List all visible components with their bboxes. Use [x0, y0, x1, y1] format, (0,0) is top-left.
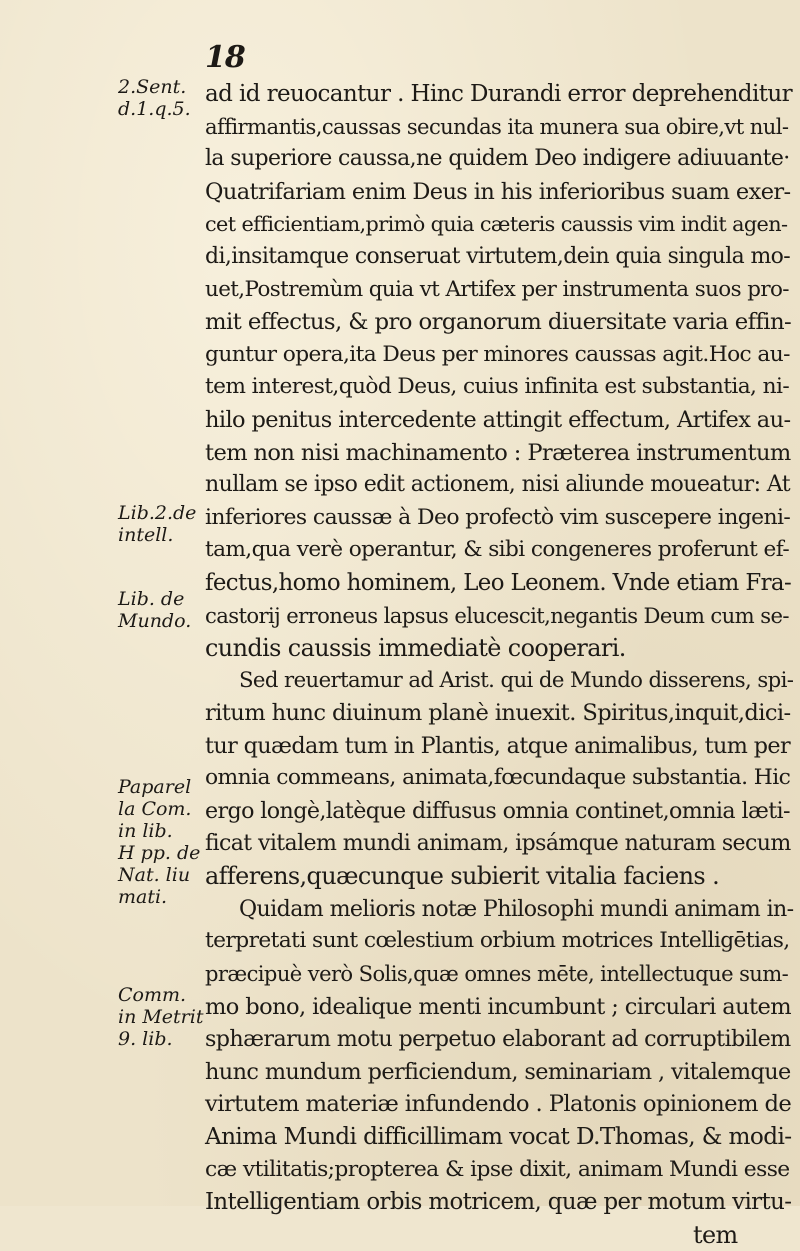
text-line: Sed reuertamur ad Arist. qui de Mundo disserens, spi- [239, 667, 794, 693]
text-line: uet,Postremùm quia vt Artifex per instrumenta suos pro- [205, 276, 789, 302]
text-line: mo bono, idealique menti incumbunt ; circulari autem [205, 993, 791, 1020]
text-line: tem non nisi machinamento : Præterea instrumentum [205, 439, 791, 466]
margin-note-line: Paparel [118, 776, 192, 798]
text-line: tem interest,quòd Deus, cuius infinita est substantia, ni- [205, 374, 790, 400]
text-line: virtutem materiæ infundendo . Platonis opinionem de [205, 1091, 792, 1118]
text-line: tur quædam tum in Plantis, atque animalibus, tum per [205, 732, 791, 759]
text-line: afferens,quæcunque subierit vitalia faciens . [205, 862, 720, 891]
margin-note-line: Lib. de [118, 588, 185, 610]
text-line: mit effectus, & pro organorum diuersitate varia effin- [205, 309, 792, 336]
text-line: terpretati sunt cœlestium orbium motrices Intelligētias, [205, 928, 790, 954]
text-line: nullam se ipso edit actionem, nisi aliunde moueatur: At [205, 472, 791, 498]
text-line: Intelligentiam orbis motricem, quæ per motum virtu- [205, 1189, 792, 1216]
text-line: castorij erroneus lapsus elucescit,negantis Deum cum se- [205, 602, 789, 628]
margin-note-line: mati. [118, 886, 168, 908]
text-line: Quatrifariam enim Deus in his inferioribus suam exer- [205, 178, 791, 205]
margin-note-line: in Metrit [118, 1006, 204, 1028]
margin-note-line: H pp. de [118, 842, 201, 864]
margin-note-line: d.1.q.5. [118, 98, 191, 120]
text-line: omnia commeans, animata,fœcundaque substantia. Hic [205, 765, 791, 791]
page-number: 18 [205, 40, 245, 75]
text-line: inferiores caussæ à Deo profectò vim suscepere ingeni- [205, 504, 791, 530]
text-line: ritum hunc diuinum planè inuexit. Spiritus,inquit,dici- [205, 700, 791, 727]
margin-note [118, 76, 191, 120]
text-line: Quidam melioris notæ Philosophi mundi animam in- [239, 895, 794, 922]
margin-note-line: 2.Sent. [118, 76, 187, 98]
text-line: sphærarum motu perpetuo elaborant ad corruptibilem [205, 1026, 791, 1053]
text-line: tam,qua verè operantur, & sibi congeneres proferunt ef- [205, 537, 790, 563]
text-line: ergo longè,latèque diffusus omnia continet,omnia læti- [205, 798, 790, 825]
text-line: ficat vitalem mundi animam, ipsámque naturam secum [205, 830, 791, 856]
margin-note [118, 776, 200, 908]
text-line: guntur opera,ita Deus per minores caussas agit.Hoc au- [205, 341, 790, 367]
text-line: Anima Mundi difficillimam vocat D.Thomas, & modi- [205, 1123, 792, 1150]
margin-note [118, 588, 191, 632]
text-line: hunc mundum perficiendum, seminariam , vitalemque [205, 1058, 791, 1085]
margin-note-line: in lib. [118, 820, 173, 842]
catchword: tem [693, 1220, 738, 1249]
margin-note-line: Nat. liu [118, 864, 191, 886]
text-line: præcipuè verò Solis,quæ omnes mēte, intellectuque sum- [205, 961, 789, 987]
text-line: la superiore caussa,ne quidem Deo indigere adiuuante· [205, 146, 790, 172]
text-line: ad id reuocantur . Hinc Durandi error deprehenditur [205, 81, 792, 107]
margin-note-line: Comm. [118, 984, 187, 1006]
margin-note [118, 502, 196, 546]
text-line: di,insitamque conseruat virtutem,dein quia singula mo- [205, 243, 791, 269]
body-text [205, 78, 795, 1251]
margin-notes [0, 0, 210, 1206]
margin-note-line: la Com. [118, 798, 192, 820]
text-line: cundis caussis immediatè cooperari. [205, 634, 626, 663]
text-line: fectus,homo hominem, Leo Leonem. Vnde etiam Fra- [205, 569, 792, 596]
text-line: cæ vtilitatis;propterea & ipse dixit, animam Mundi esse [205, 1156, 790, 1182]
margin-note-line: Mundo. [118, 610, 192, 632]
text-line: affirmantis,caussas secundas ita munera sua obire,vt nul- [205, 113, 789, 139]
margin-note [118, 984, 203, 1050]
text-line: hilo penitus intercedente attingit effectum, Artifex au- [205, 406, 791, 433]
margin-note-line: Lib.2.de [118, 502, 197, 524]
text-line: cet efficientiam,primò quia cæteris caussis vim indit agen- [205, 212, 788, 237]
margin-note-line: intell. [118, 524, 174, 546]
margin-note-line: 9. lib. [118, 1028, 173, 1050]
